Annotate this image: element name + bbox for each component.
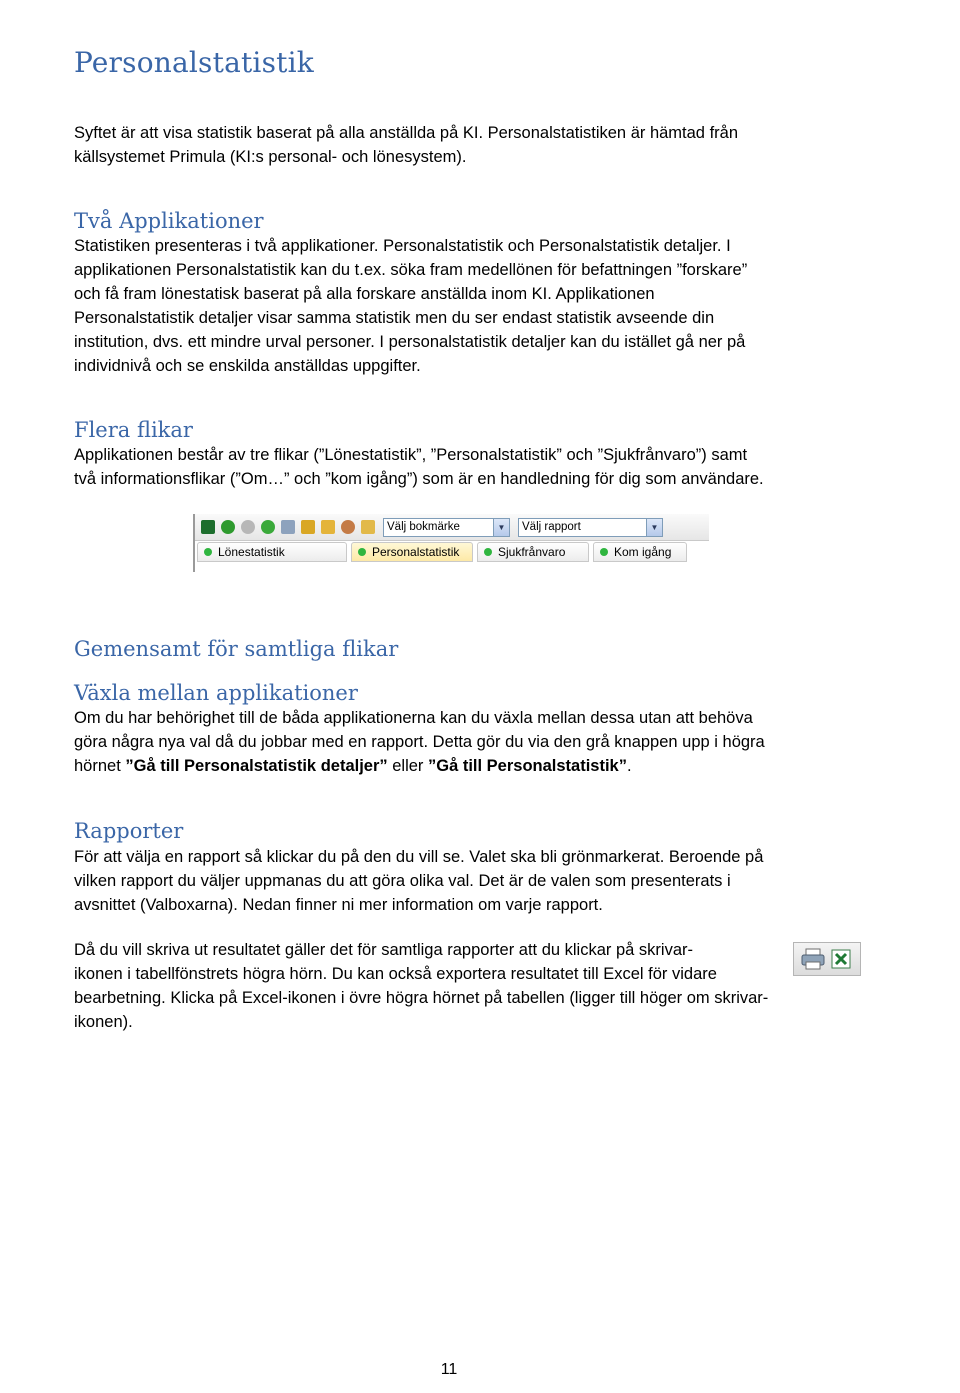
refresh-icon[interactable]	[261, 520, 275, 534]
status-dot-icon	[204, 548, 212, 556]
heading-switch: Växla mellan applikationer	[74, 681, 358, 705]
chevron-down-icon: ▼	[493, 519, 509, 536]
tab-label: Sjukfrånvaro	[498, 545, 566, 559]
text-line: avsnittet (Valboxarna). Nedan finner ni mer information om varje rapport.	[74, 896, 603, 914]
goto-personalstatistik-label: ”Gå till Personalstatistik”	[428, 757, 627, 775]
tab-label: Lönestatistik	[218, 545, 285, 559]
two-apps-paragraph	[74, 234, 814, 378]
reports-paragraph	[74, 845, 834, 917]
tab-lonestatistik[interactable]	[197, 542, 347, 562]
text-line: vilken rapport du väljer uppmanas du att göra olika val. Det är de valen som presenterats i	[74, 872, 731, 890]
text-line: institution, dvs. ett mindre urval personer. I personalstatistik detaljer kan du istället gå ner på	[74, 333, 746, 351]
chevron-down-icon: ▼	[646, 519, 662, 536]
excel-icon[interactable]	[832, 950, 850, 968]
intro-line: källsystemet Primula (KI:s personal- och lönesystem).	[74, 148, 467, 166]
unlock-icon[interactable]	[321, 520, 335, 534]
text-line: .	[626, 757, 632, 775]
print-excel-icons	[794, 943, 860, 975]
switch-paragraph	[74, 706, 834, 778]
toolbar-screenshot	[193, 514, 709, 572]
text-line: Statistiken presenteras i två applikationer. Personalstatistik och Personalstatistik detaljer. I	[74, 237, 731, 255]
tab-label: Personalstatistik	[372, 545, 460, 559]
text-line: hörnet	[74, 757, 126, 775]
heading-tabs: Flera flikar	[74, 418, 193, 442]
print-icon[interactable]	[281, 520, 295, 534]
folder-icon[interactable]	[361, 520, 375, 534]
heading-two-apps: Två Applikationer	[74, 209, 264, 233]
status-dot-icon	[600, 548, 608, 556]
text-line: För att välja en rapport så klickar du på den du vill se. Valet ska bli grönmarkerat. Beroende på	[74, 848, 764, 866]
text-line: ikonen).	[74, 1013, 133, 1031]
heading-reports: Rapporter	[74, 819, 184, 843]
text-line: två informationsflikar (”Om…” och ”kom igång”) som är en handledning för dig som användare.	[74, 470, 764, 488]
page-number: 11	[440, 1361, 458, 1378]
tab-label: Kom igång	[614, 545, 672, 559]
text-line: bearbetning. Klicka på Excel-ikonen i övre högra hörnet på tabellen (ligger till höger om skrivar-	[74, 989, 769, 1007]
text-line: och få fram lönestatisk baserat på alla forskare anställda inom KI. Applikationen	[74, 285, 655, 303]
report-select[interactable]	[518, 518, 663, 537]
bookmark-select[interactable]	[383, 518, 510, 537]
tab-personalstatistik[interactable]	[351, 542, 473, 562]
tabs-paragraph	[74, 443, 834, 491]
print-excel-screenshot	[793, 942, 861, 976]
forward-icon[interactable]	[221, 520, 235, 534]
tab-row	[195, 541, 709, 563]
text-line: göra några nya val då du jobbar med en rapport. Detta gör du via den grå knappen upp i högra	[74, 733, 765, 751]
tab-kom-igang[interactable]	[593, 542, 687, 562]
text-line: individnivå och se enskilda anställdas uppgifter.	[74, 357, 421, 375]
text-line: Då du vill skriva ut resultatet gäller det för samtliga rapporter att du klickar på skrivar-	[74, 941, 693, 959]
users-icon[interactable]	[341, 520, 355, 534]
status-dot-icon	[484, 548, 492, 556]
status-dot-icon	[358, 548, 366, 556]
lock-icon[interactable]	[301, 520, 315, 534]
intro-paragraph	[74, 121, 834, 169]
first-page-icon[interactable]	[201, 520, 215, 534]
printer-icon[interactable]	[802, 949, 824, 969]
text-line: Personalstatistik detaljer visar samma statistik men du ser endast statistik avseende din	[74, 309, 715, 327]
report-select-label: Välj rapport	[522, 520, 581, 533]
page-title: Personalstatistik	[74, 46, 314, 79]
back-icon[interactable]	[241, 520, 255, 534]
text-line: eller	[387, 757, 428, 775]
text-line: Applikationen består av tre flikar (”Lönestatistik”, ”Personalstatistik” och ”Sjukfrånvaro”) samt	[74, 446, 748, 464]
text-line: ikonen i tabellfönstrets högra hörn. Du kan också exportera resultatet till Excel för vidare	[74, 965, 717, 983]
tab-sjukfranvaro[interactable]	[477, 542, 589, 562]
bookmark-select-label: Välj bokmärke	[387, 520, 460, 533]
toolbar-row	[195, 514, 709, 541]
text-line: applikationen Personalstatistik kan du t.ex. söka fram medellönen för befattningen ”forskare”	[74, 261, 748, 279]
intro-line: Syftet är att visa statistik baserat på alla anställda på KI. Personalstatistiken är hämtad från	[74, 124, 739, 142]
print-paragraph	[74, 938, 794, 1034]
heading-common: Gemensamt för samtliga flikar	[74, 637, 399, 661]
goto-details-label: ”Gå till Personalstatistik detaljer”	[125, 757, 388, 775]
text-line: Om du har behörighet till de båda applikationerna kan du växla mellan dessa utan att behöva	[74, 709, 753, 727]
